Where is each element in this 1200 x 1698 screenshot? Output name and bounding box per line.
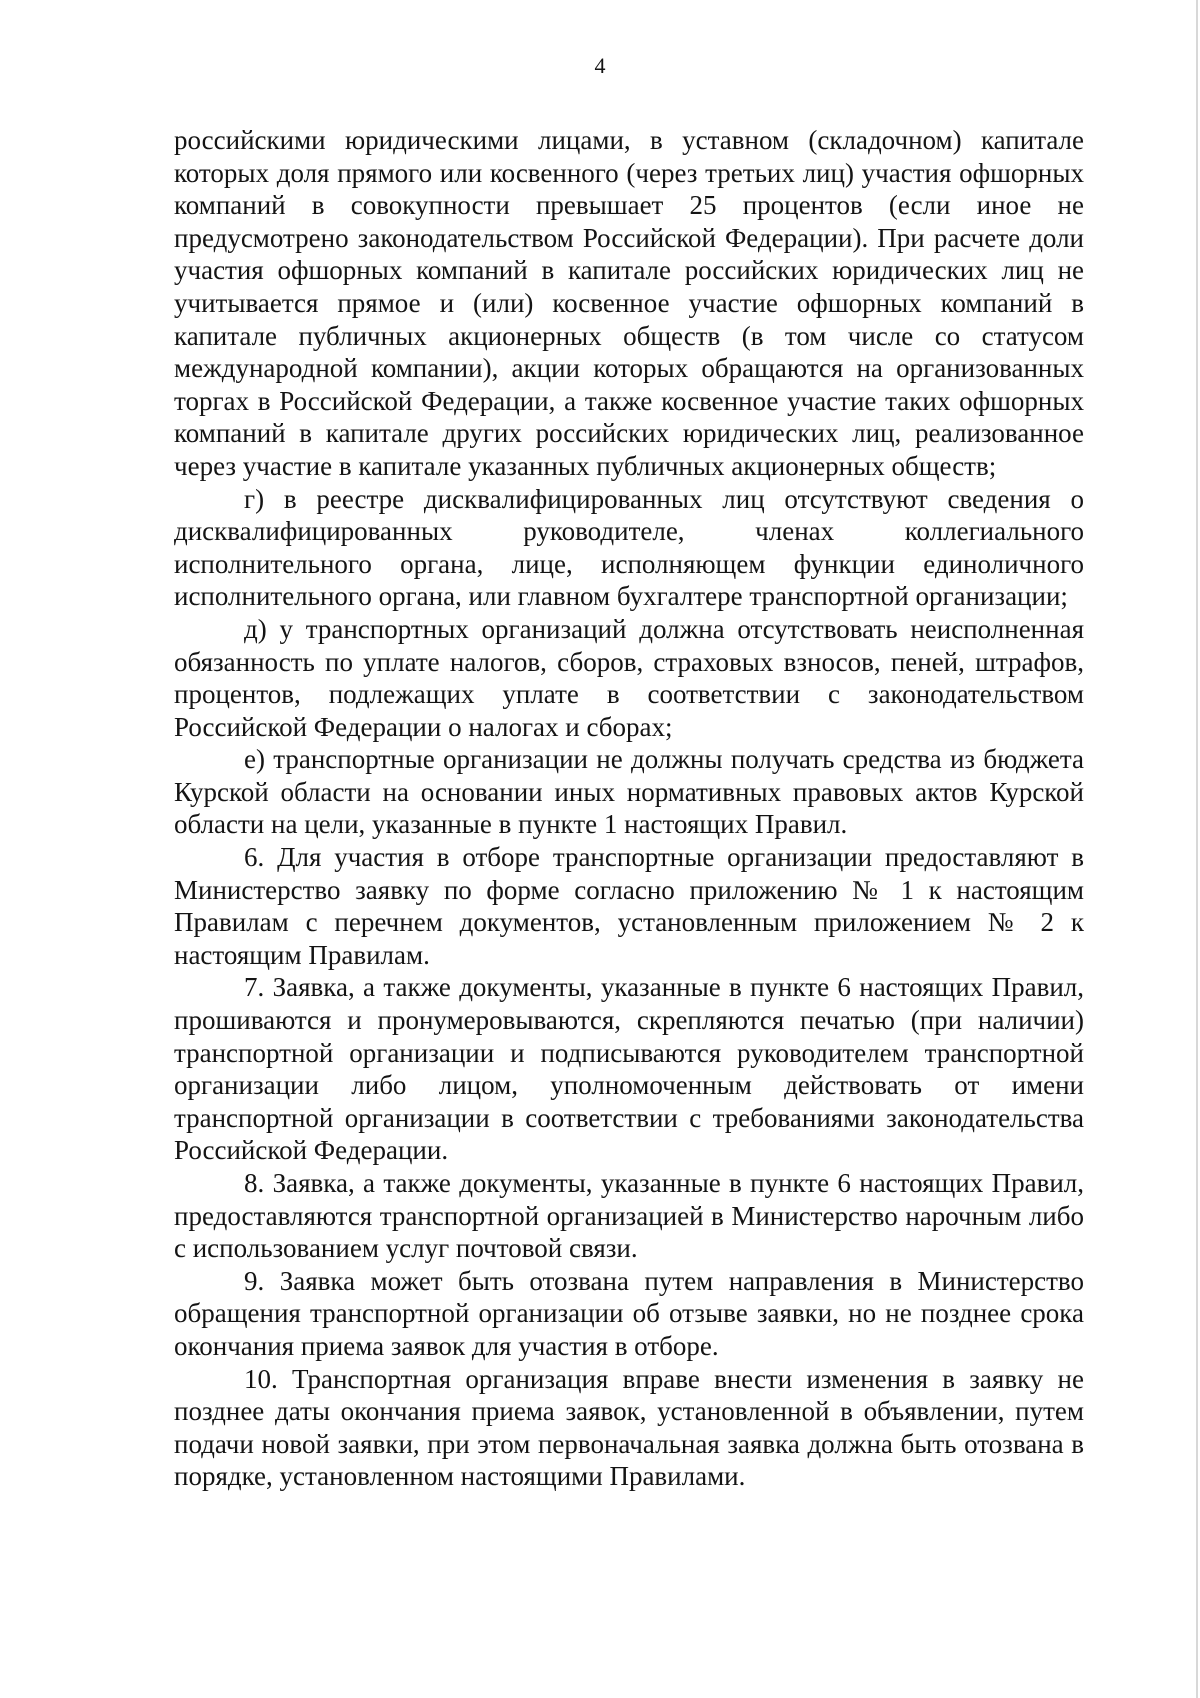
- paragraph-g: г) в реестре дисквалифицированных лиц отсутствуют сведения о дисквалифицированных руководителе, членах коллегиального исполнительного органа, лице, исполняющем функции единоличного исполнительного органа, или главном бухгалтере транспортной организации;: [174, 483, 1084, 612]
- page-number: 4: [594, 53, 606, 78]
- paragraph-d: д) у транспортных организаций должна отсутствовать неисполненная обязанность по уплате налогов, сборов, страховых взносов, пеней, штрафов, процентов, подлежащих уплате в соответствии с законодательством Российской Федерации о налогах и сборах;: [174, 613, 1084, 742]
- paragraph-10: 10. Транспортная организация вправе внести изменения в заявку не позднее даты окончания приема заявок, установленной в объявлении, путем подачи новой заявки, при этом первоначальная заявка должна быть отозвана в порядке, установленном настоящими Правилами.: [174, 1363, 1084, 1492]
- paragraph-e: е) транспортные организации не должны получать средства из бюджета Курской области на основании иных нормативных правовых актов Курской области на цели, указанные в пункте 1 настоящих Правил.: [174, 744, 1084, 840]
- document-body: [174, 124, 1084, 1493]
- scan-edge-line: [1196, 0, 1198, 1698]
- paragraph-9: 9. Заявка может быть отозвана путем направления в Министерство обращения транспортной организации об отзыве заявки, но не позднее срока окончания приема заявок для участия в отборе.: [174, 1265, 1084, 1361]
- paragraph-7: 7. Заявка, а также документы, указанные в пункте 6 настоящих Правил, прошиваются и пронумеровываются, скрепляются печатью (при наличии) транспортной организации и подписываются руководителем транспортной организации либо лицом, уполномоченным действовать от имени транспортной организации в соответствии с требованиями законодательства Российской Федерации.: [174, 972, 1084, 1166]
- paragraph-continuation: российскими юридическими лицами, в уставном (складочном) капитале которых доля прямого или косвенного (через третьих лиц) участия офшорных компаний в совокупности превышает 25 процентов (если иное не предусмотрено законодательством Российской Федерации). При расчете доли участия офшорных компаний в капитале российских юридических лиц не учитывается прямое и (или) косвенное участие офшорных компаний в капитале публичных акционерных обществ (в том числе со статусом международной компании), акции которых обращаются на организованных торгах в Российской Федерации, а также косвенное участие таких офшорных компаний в капитале других российских юридических лиц, реализованное через участие в капитале указанных публичных акционерных обществ;: [174, 125, 1084, 481]
- paragraph-8: 8. Заявка, а также документы, указанные в пункте 6 настоящих Правил, предоставляются транспортной организацией в Министерство нарочным либо с использованием услуг почтовой связи.: [174, 1168, 1084, 1264]
- paragraph-6: 6. Для участия в отборе транспортные организации предоставляют в Министерство заявку по форме согласно приложению № 1 к настоящим Правилам с перечнем документов, установленным приложением № 2 к настоящим Правилам.: [174, 842, 1084, 970]
